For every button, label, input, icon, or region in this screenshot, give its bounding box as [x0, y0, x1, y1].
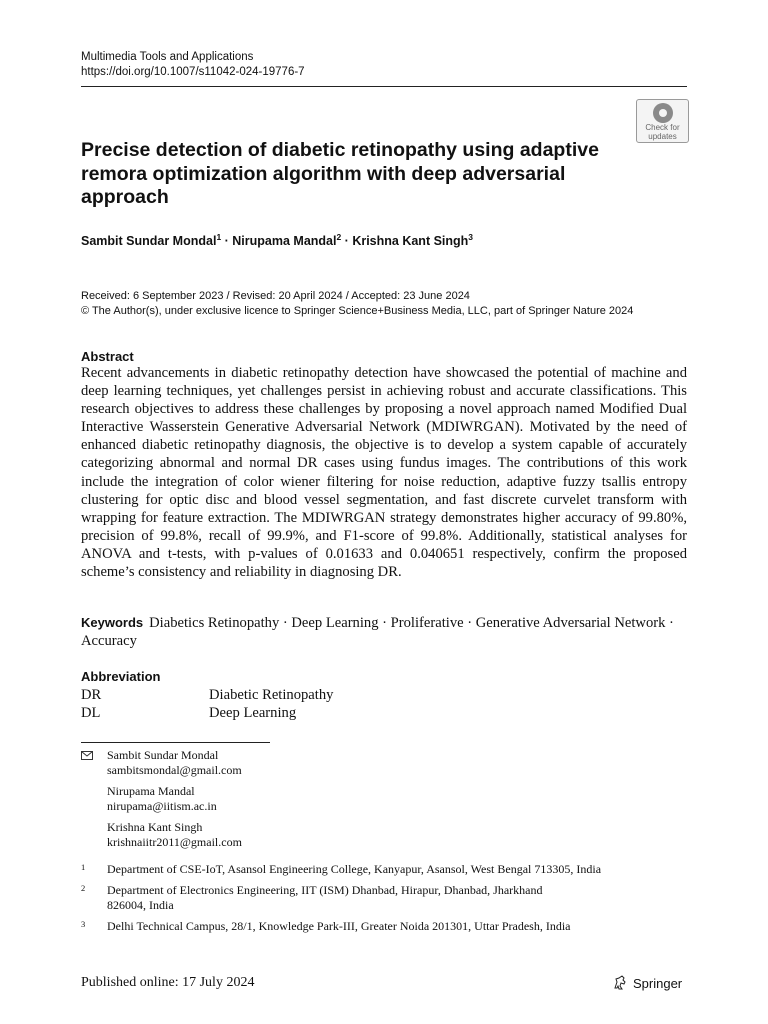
affiliation-text: Department of CSE-IoT, Asansol Engineering College, Kanyapur, Asansol, West Bengal 713305, India — [107, 862, 602, 876]
badge-label-2: updates — [648, 131, 677, 141]
abbreviation-table — [81, 686, 333, 722]
abstract-text: Recent advancements in diabetic retinopathy detection have showcased the potential of machine and deep learning techniques, yet challenges persist in achieving robust and accurate classifications. This research objectives to address these challenges by proposing a novel approach named Modified Dual Interactive Wasserstein Generative Adversarial Network (MDIWRGAN). Motivated by the need of enhanced diabetic retinopathy diagnosis, the objective is to develop a system capable of accurately categorizing abnormal and normal DR cases using fundus images. The contributions of this work include the integration of color wiener filtering for noise reduction, adaptive fuzzy tsallis entropy clustering for optic disc and blood vessel segmentation, and fast discrete curvelet transform with wrapping for feature extraction. The MDIWRGAN strategy demonstrates higher accuracy of 99.80%, precision of 99.8%, recall of 99.9%, and F1-score of 99.8%. Additionally, statistical analyses for ANOVA and t-tests, with p-values of 0.01633 and 0.040651 respectively, confirm the proposed scheme’s consistency and reliability in diagnosing DR. — [81, 365, 687, 581]
affiliation-item — [81, 862, 687, 877]
paper-title: Precise detection of diabetic retinopathy using adaptive remora optimization algorithm with deep adversarial approach — [81, 139, 599, 208]
journal-header — [81, 50, 305, 80]
envelope-icon — [81, 751, 93, 760]
abstract-heading: Abstract — [81, 349, 134, 364]
contact-email[interactable]: nirupama@iitism.ac.in — [107, 799, 217, 813]
author-name: Sambit Sundar Mondal — [81, 234, 217, 249]
affiliation-number: 3 — [81, 919, 86, 929]
author-name: Krishna Kant Singh — [352, 234, 469, 249]
keywords-heading: Keywords — [81, 615, 144, 630]
contact-entry — [107, 784, 242, 814]
abbreviation-row — [81, 704, 333, 722]
author-line — [81, 232, 473, 248]
contact-name: Krishna Kant Singh — [107, 820, 203, 834]
crossmark-icon — [653, 103, 673, 123]
abbreviation-term: DL — [81, 705, 101, 721]
published-online: Published online: 17 July 2024 — [81, 975, 255, 990]
journal-name: Multimedia Tools and Applications — [81, 51, 254, 63]
contact-email[interactable]: krishnaiitr2011@gmail.com — [107, 835, 242, 849]
affiliation-item — [81, 883, 687, 913]
abbreviation-definition: Deep Learning — [209, 705, 297, 721]
author-separator: · — [221, 234, 233, 249]
abbreviation-heading: Abbreviation — [81, 669, 161, 684]
affiliation-item — [81, 919, 687, 934]
springer-horse-icon — [612, 975, 628, 991]
contact-name: Sambit Sundar Mondal — [107, 748, 219, 762]
corresponding-contacts — [81, 748, 242, 856]
header-rule — [81, 86, 687, 87]
affiliation-number: 1 — [81, 862, 86, 872]
footnote-rule — [81, 742, 270, 743]
affiliation-text: Delhi Technical Campus, 28/1, Knowledge Park-III, Greater Noida 201301, Uttar Pradesh, India — [107, 919, 571, 933]
contact-entry — [107, 820, 242, 850]
abbreviation-row — [81, 686, 333, 704]
author-affiliation-mark: 2 — [336, 232, 342, 242]
keywords-text: Diabetics Retinopathy · Deep Learning · Proliferative · Generative Adversarial Network · Accuracy — [81, 615, 674, 649]
contact-entry — [107, 748, 242, 778]
affiliation-number: 2 — [81, 883, 86, 893]
badge-label-1: Check for — [645, 123, 680, 132]
author-name: Nirupama Mandal — [232, 234, 337, 249]
publisher-name: Springer — [633, 975, 683, 991]
publisher-logo — [612, 975, 682, 991]
author-separator: · — [341, 234, 353, 249]
doi-link[interactable]: https://doi.org/10.1007/s11042-024-19776-7 — [81, 66, 305, 78]
keywords-section — [81, 614, 687, 650]
author-affiliation-mark: 1 — [216, 232, 222, 242]
affiliation-text: Department of Electronics Engineering, IIT (ISM) Dhanbad, Hirapur, Dhanbad, Jharkhand 826004, India — [107, 883, 543, 912]
affiliations-list — [81, 862, 687, 940]
publication-history — [81, 289, 633, 319]
abbreviation-term: DR — [81, 687, 102, 703]
contact-email[interactable]: sambitsmondal@gmail.com — [107, 763, 242, 777]
abbreviation-definition: Diabetic Retinopathy — [209, 687, 334, 703]
contact-name: Nirupama Mandal — [107, 784, 195, 798]
author-affiliation-mark: 3 — [468, 232, 474, 242]
received-dates: Received: 6 September 2023 / Revised: 20 April 2024 / Accepted: 23 June 2024 — [81, 290, 470, 302]
check-for-updates-badge[interactable] — [636, 99, 689, 143]
copyright-line: © The Author(s), under exclusive licence to Springer Science+Business Media, LLC, part of Springer Nature 2024 — [81, 305, 634, 317]
